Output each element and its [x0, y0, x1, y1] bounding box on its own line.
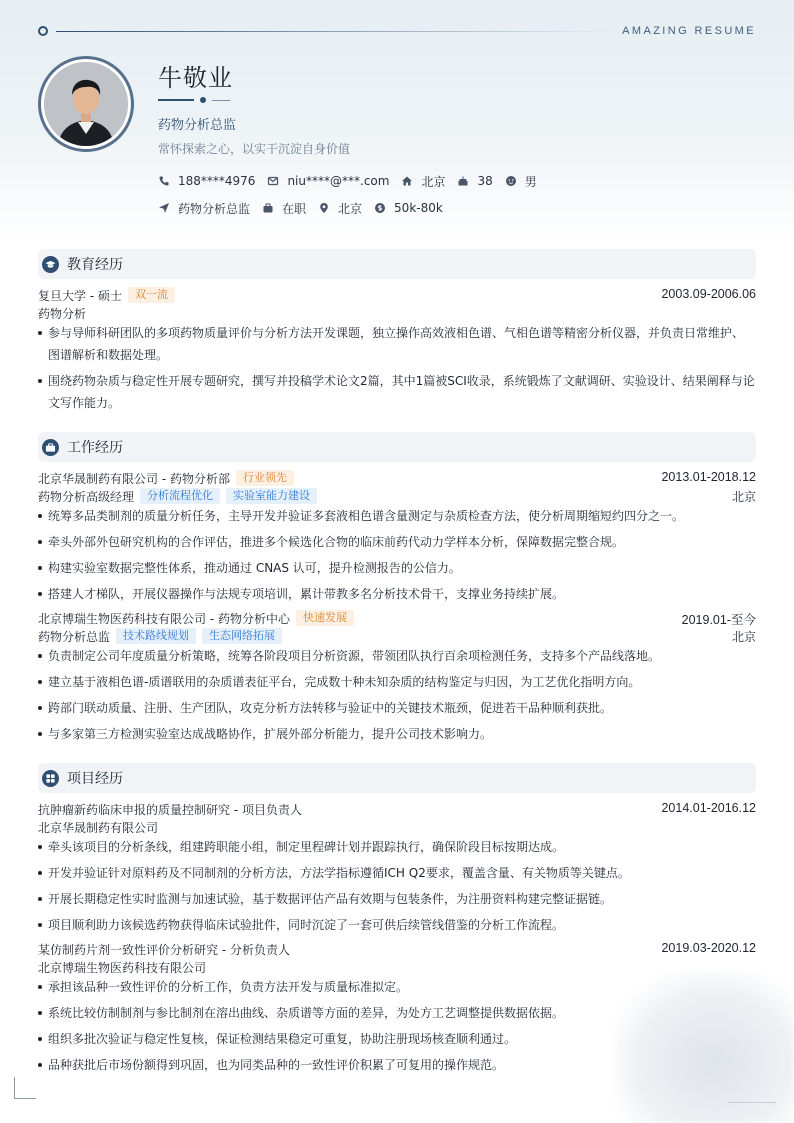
company-tag: 快速发展 [296, 610, 354, 626]
education-header [38, 286, 756, 304]
role-tag: 技术路线规划 [116, 628, 196, 644]
section-title: 教育经历 [67, 257, 123, 273]
phone-info [158, 174, 255, 188]
graduation-cap-icon [42, 256, 59, 273]
contact-row [158, 172, 549, 190]
target-city-info [318, 200, 362, 217]
work-bullet: 搭建人才梯队，开展仪器操作与法规专项培训，累计带教多名分析技术骨干，支撑业务持续扩展。 [38, 581, 756, 607]
corner-bracket [14, 1077, 36, 1099]
project-header [38, 940, 756, 958]
status-value: 在职 [282, 201, 307, 216]
role-tag: 生态网络拓展 [202, 628, 282, 644]
phone-icon [158, 175, 170, 187]
work-header [38, 469, 756, 487]
section-title: 工作经历 [67, 440, 123, 456]
education-major: 药物分析 [38, 306, 87, 321]
project-bullet: 牵头该项目的分析条线，组建跨职能小组，制定里程碑计划并跟踪执行，确保阶段目标按期达成。 [38, 834, 756, 860]
age-info [457, 174, 492, 188]
role-tag: 分析流程优化 [140, 488, 220, 504]
work-bullet: 与多家第三方检测实验室达成战略协作，扩展外部分析能力，提升公司技术影响力。 [38, 721, 756, 747]
work-location: 北京 [731, 490, 756, 504]
work-period: 2019.01-至今 [681, 613, 756, 627]
project-bullet: 开发并验证针对原料药及不同制剂的分析方法，方法学指标遵循ICH Q2要求，覆盖含量、有关物质等关键点。 [38, 860, 756, 886]
company-name: 北京华晟制药有限公司 - 药物分析部 [38, 471, 230, 486]
name-divider [158, 96, 238, 104]
project-bullet: 组织多批次验证与稳定性复核，保证检测结果稳定可重复，协助注册现场核查顺利通过。 [38, 1026, 756, 1052]
role-tag: 实验室能力建设 [226, 488, 317, 504]
company-tag: 行业领先 [236, 470, 294, 486]
education-bullet-continued: 图谱解析和数据处理。 [48, 348, 169, 362]
project-bullet: 承担该品种一致性评价的分析工作，负责方法开发与质量标准拟定。 [38, 974, 756, 1000]
gender-info [505, 173, 537, 190]
project-bullet: 开展长期稳定性实时监测与加速试验，基于数据评估产品有效期与包装条件，为注册资料构建完整证据链。 [38, 886, 756, 912]
education-bullet: 参与导师科研团队的多项药物质量评价与分析方法开发课题，独立操作高效液相色谱、气相色谱等精密分析仪器，并负责日常维护、 [38, 320, 756, 346]
project-header [38, 800, 756, 818]
education-bullet: 围绕药物杂质与稳定性开展专题研究，撰写并投稿学术论文2篇，其中1篇被SCI收录，系统锻炼了文献调研、实验设计、结果阐释与论 [38, 368, 756, 394]
project-bullet: 项目顺利助力该候选药物获得临床试验批件，同时沉淀了一套可供后续管线借鉴的分析工作流程。 [38, 912, 756, 938]
person-icon [44, 62, 128, 146]
project-org: 北京华晟制药有限公司 [38, 820, 159, 835]
candidate-name: 牛敬业 [158, 64, 233, 92]
project-name: 某仿制药片剂一致性评价分析研究 - 分析负责人 [38, 942, 290, 957]
home-icon [401, 175, 413, 187]
project-bullet: 品种获批后市场份额得到巩固，也为同类品种的一致性评价积累了可复用的操作规范。 [38, 1052, 756, 1078]
candidate-title: 药物分析总监 [158, 118, 237, 133]
work-bullet: 建立基于液相色谱-质谱联用的杂质谱表征平台，完成数十种未知杂质的结构鉴定与归因，为工艺优化指明方向。 [38, 669, 756, 695]
section-projects [38, 763, 756, 793]
work-bullet: 统筹多品类制剂的质量分析任务，主导开发并验证多套液相色谱含量测定与杂质检查方法，使分析周期缩短约四分之一。 [38, 503, 756, 529]
project-name: 抗肿瘤新药临床申报的质量控制研究 - 项目负责人 [38, 802, 302, 817]
briefcase-icon [262, 202, 274, 214]
school-tag: 双一流 [128, 287, 175, 303]
work-period: 2013.01-2018.12 [661, 470, 756, 484]
mail-icon [267, 175, 279, 187]
work-bullet: 构建实验室数据完整性体系，推动通过 CNAS 认可，提升检测报告的公信力。 [38, 555, 756, 581]
work-bullet: 牵头外部外包研究机构的合作评估，推进多个候选化合物的临床前药代动力学样本分析，保障数据完整合规。 [38, 529, 756, 555]
role-title: 药物分析高级经理 [38, 489, 135, 504]
phone-value: 188****4976 [178, 174, 256, 188]
project-period: 2014.01-2016.12 [661, 801, 756, 815]
section-title: 项目经历 [67, 771, 123, 787]
project-org: 北京博瑞生物医药科技有限公司 [38, 960, 207, 975]
face-icon [505, 175, 517, 187]
job-intent-row [158, 199, 455, 217]
target-city-value: 北京 [338, 201, 363, 216]
cake-icon [457, 175, 469, 187]
section-work [38, 432, 756, 462]
school-name: 复旦大学 - 硕士 [38, 288, 122, 303]
project-bullet: 系统比较仿制制剂与参比制剂在溶出曲线、杂质谱等方面的差异，为处方工艺调整提供数据依据。 [38, 1000, 756, 1026]
avatar-photo [44, 62, 128, 146]
money-icon [374, 202, 386, 214]
work-header [38, 609, 756, 627]
brand-text: AMAZING RESUME [622, 25, 756, 37]
gender-value: 男 [524, 174, 537, 189]
city-value: 北京 [421, 174, 446, 189]
candidate-motto: 常怀探索之心，以实干沉淀自身价值 [158, 142, 351, 156]
avatar [38, 56, 134, 152]
work-location: 北京 [731, 630, 756, 644]
target-title-value: 药物分析总监 [178, 201, 251, 216]
email-value: niu****@***.com [287, 174, 390, 188]
company-name: 北京博瑞生物医药科技有限公司 - 药物分析中心 [38, 611, 290, 626]
header-circle-ornament [38, 26, 48, 36]
city-info [401, 173, 445, 190]
salary-info [374, 201, 443, 215]
age-value: 38 [477, 174, 493, 188]
grid-icon [42, 770, 59, 787]
work-bullet: 负责制定公司年度质量分析策略，统筹各阶段项目分析资源，带领团队执行百余项检测任务，支持多个产品线落地。 [38, 643, 756, 669]
project-period: 2019.03-2020.12 [661, 941, 756, 955]
send-icon [158, 202, 170, 214]
header-rule [56, 31, 616, 32]
role-title: 药物分析总监 [38, 629, 111, 644]
target-title-info [158, 200, 250, 217]
education-period: 2003.09-2006.06 [661, 287, 756, 301]
email-info [267, 174, 389, 188]
salary-value: 50k-80k [394, 201, 443, 215]
work-bullet: 跨部门联动质量、注册、生产团队，攻克分析方法转移与验证中的关键技术瓶颈，促进若干品种顺利获批。 [38, 695, 756, 721]
education-bullet-continued: 文写作能力。 [48, 396, 121, 410]
location-pin-icon [318, 202, 330, 214]
status-info [262, 200, 306, 217]
corner-line [728, 1102, 776, 1103]
section-education [38, 249, 756, 279]
briefcase-icon [42, 439, 59, 456]
